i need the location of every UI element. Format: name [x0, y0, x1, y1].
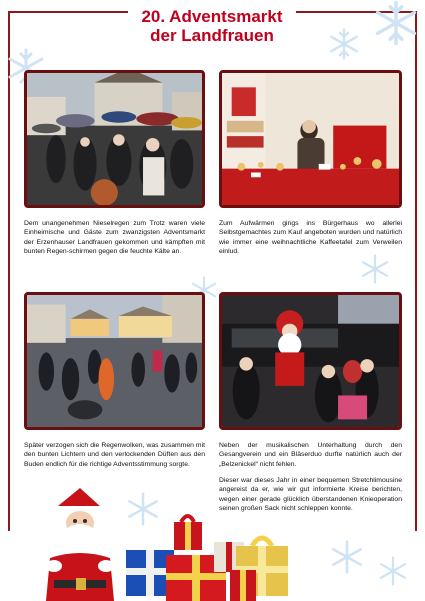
title-line-2: der Landfrauen	[150, 26, 274, 45]
page-frame-left	[8, 11, 10, 531]
snowflake-icon	[360, 254, 390, 284]
paragraph-limousine: Dieser war dieses Jahr in einer bequemen Stretchlimousine angereist da er, wie wir gut informierte Kreise berichten, wegen einer gerade glücklich überstandenen Knieoperation seinen großen Sack nicht schleppen konnte.	[219, 477, 402, 513]
paragraph-indoor: Zum Aufwärmen gings ins Bürgerhaus wo allerlei Selbstgemachtes zum Kauf angeboten wurden und natürlich wie immer eine weihnachtliche Kaffeetafel zum Verweilen einlud.	[219, 220, 402, 256]
title-line-1: 20. Adventsmarkt	[141, 7, 283, 26]
paragraph-rain: Dem unangenehmen Nieselregen zum Trotz waren viele Einheimische und Gäste zum zwanzigsten Adventsmarkt der Erzenhauser Landfrauen gekommen und kämpften mit bunten Regen-schirmen gegen die feuchte Kälte an.	[24, 220, 205, 256]
paragraph-evening: Später verzogen sich die Regenwolken, was zusammen mit den bunten Lichtern und den verlockenden Düften aus den Buden endlich für die richtige Adventsstimmung sorgte.	[24, 442, 205, 468]
snowflake-icon	[328, 28, 360, 60]
snowflake-icon	[378, 556, 408, 586]
page-title	[128, 4, 296, 51]
snowflake-icon	[330, 540, 364, 574]
page-frame-right	[415, 11, 417, 531]
snowflake-icon	[373, 0, 419, 46]
paragraph-music: Neben der musikalischen Unterhaltung durch den Gesangverein und ein Bläserduo durfte natürlich auch der „Belzenickel“ nicht fehlen.	[219, 442, 402, 468]
gift-boxes-icon	[126, 510, 301, 601]
photo-indoor-sales	[219, 70, 402, 208]
photo-evening-market	[24, 292, 205, 430]
photo-market-umbrellas	[24, 70, 205, 208]
santa-claus-icon	[40, 488, 120, 601]
photo-santa-limousine	[219, 292, 402, 430]
